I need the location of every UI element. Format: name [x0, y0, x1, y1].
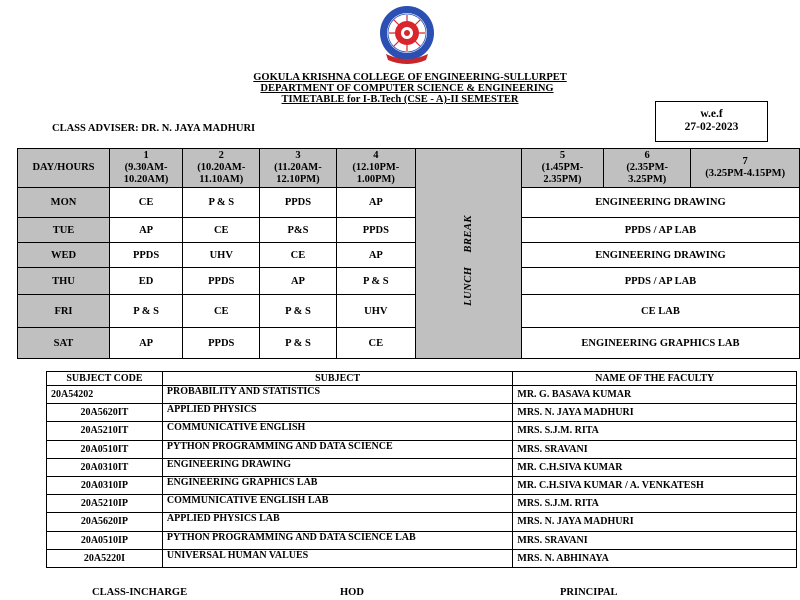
subjects-table	[46, 371, 797, 568]
period-header: 3 (11.20AM- 12.10PM)	[260, 149, 336, 188]
subject-row	[47, 386, 797, 404]
subject-row	[47, 476, 797, 494]
lunch-label: LUNCH	[462, 266, 474, 306]
timetable-header-row	[18, 149, 800, 188]
subject-subject-cell: COMMUNICATIVE ENGLISH LAB	[162, 495, 513, 513]
class-cell: PPDS	[109, 243, 182, 268]
subject-code-header: SUBJECT CODE	[47, 372, 163, 386]
day-hours-header: DAY/HOURS	[18, 149, 110, 188]
timetable-row	[18, 218, 800, 243]
subject-code-cell: 20A0510IP	[47, 531, 163, 549]
subject-subject-cell: ENGINEERING DRAWING	[162, 458, 513, 476]
period-header: 5 (1.45PM- 2.35PM)	[521, 149, 603, 188]
class-cell: AP	[109, 328, 182, 359]
period-header: 4 (12.10PM- 1.00PM)	[336, 149, 416, 188]
class-cell: ED	[109, 268, 182, 295]
class-cell: P & S	[109, 295, 182, 328]
day-cell: WED	[18, 243, 110, 268]
period-header: 2 (10.20AM- 11.10AM)	[183, 149, 260, 188]
subject-code-cell: 20A0310IT	[47, 458, 163, 476]
subject-row	[47, 531, 797, 549]
subject-faculty-cell: MRS. S.J.M. RITA	[513, 495, 797, 513]
subjects-header-row	[47, 372, 797, 386]
hod-signature: HOD	[340, 587, 364, 598]
faculty-header: NAME OF THE FACULTY	[513, 372, 797, 386]
principal-signature: PRINCIPAL	[560, 587, 618, 598]
class-cell: AP	[260, 268, 336, 295]
timetable-row	[18, 188, 800, 218]
timetable-row	[18, 295, 800, 328]
class-cell: CE	[336, 328, 416, 359]
subject-code-cell: 20A5620IT	[47, 404, 163, 422]
subject-row	[47, 513, 797, 531]
timetable-title: TIMETABLE for I-B.Tech (CSE - A)-II SEMESTER	[281, 94, 519, 105]
department-name: DEPARTMENT OF COMPUTER SCIENCE & ENGINEERING	[260, 83, 554, 94]
subject-row	[47, 440, 797, 458]
subject-row	[47, 549, 797, 567]
subject-faculty-cell: MRS. S.J.M. RITA	[513, 422, 797, 440]
subject-subject-cell: APPLIED PHYSICS LAB	[162, 513, 513, 531]
afternoon-cell: PPDS / AP LAB	[521, 218, 799, 243]
subject-code-cell: 20A5220I	[47, 549, 163, 567]
subject-faculty-cell: MRS. N. JAYA MADHURI	[513, 513, 797, 531]
college-seal-logo	[376, 4, 438, 66]
break-label: BREAK	[462, 215, 474, 253]
subject-faculty-cell: MRS. N. ABHINAYA	[513, 549, 797, 567]
timetable-row	[18, 243, 800, 268]
subject-subject-cell: COMMUNICATIVE ENGLISH	[162, 422, 513, 440]
wef-box	[655, 101, 768, 142]
class-cell: AP	[336, 243, 416, 268]
day-cell: SAT	[18, 328, 110, 359]
class-cell: CE	[260, 243, 336, 268]
subject-faculty-cell: MR. G. BASAVA KUMAR	[513, 386, 797, 404]
timetable-row	[18, 268, 800, 295]
subject-faculty-cell: MRS. N. JAYA MADHURI	[513, 404, 797, 422]
class-cell: UHV	[183, 243, 260, 268]
class-cell: AP	[336, 188, 416, 218]
college-name: GOKULA KRISHNA COLLEGE OF ENGINEERING-SULLURPET	[253, 72, 567, 83]
period-header: 6 (2.35PM- 3.25PM)	[604, 149, 691, 188]
class-cell: PPDS	[260, 188, 336, 218]
afternoon-cell: CE LAB	[521, 295, 799, 328]
afternoon-cell: ENGINEERING DRAWING	[521, 243, 799, 268]
class-cell: P & S	[183, 188, 260, 218]
class-cell: CE	[109, 188, 182, 218]
subject-faculty-cell: MR. C.H.SIVA KUMAR / A. VENKATESH	[513, 476, 797, 494]
subject-faculty-cell: MR. C.H.SIVA KUMAR	[513, 458, 797, 476]
timetable-row	[18, 328, 800, 359]
day-cell: FRI	[18, 295, 110, 328]
afternoon-cell: ENGINEERING GRAPHICS LAB	[521, 328, 799, 359]
subject-faculty-cell: MRS. SRAVANI	[513, 531, 797, 549]
wef-label: w.e.f	[700, 108, 723, 120]
subject-row	[47, 495, 797, 513]
subject-code-cell: 20A5620IP	[47, 513, 163, 531]
class-cell: P&S	[260, 218, 336, 243]
subject-code-cell: 20A0310IP	[47, 476, 163, 494]
subject-row	[47, 458, 797, 476]
subject-subject-cell: ENGINEERING GRAPHICS LAB	[162, 476, 513, 494]
class-cell: AP	[109, 218, 182, 243]
subject-subject-cell: APPLIED PHYSICS	[162, 404, 513, 422]
subject-subject-cell: PYTHON PROGRAMMING AND DATA SCIENCE	[162, 440, 513, 458]
subject-code-cell: 20A54202	[47, 386, 163, 404]
subject-faculty-cell: MRS. SRAVANI	[513, 440, 797, 458]
period-header: 7 (3.25PM-4.15PM)	[691, 149, 800, 188]
subject-row	[47, 422, 797, 440]
subject-row	[47, 404, 797, 422]
class-cell: PPDS	[183, 328, 260, 359]
class-cell: CE	[183, 295, 260, 328]
wef-date: 27-02-2023	[684, 121, 739, 133]
day-cell: TUE	[18, 218, 110, 243]
subject-code-cell: 20A5210IP	[47, 495, 163, 513]
afternoon-cell: PPDS / AP LAB	[521, 268, 799, 295]
class-cell: PPDS	[336, 218, 416, 243]
subject-header: SUBJECT	[162, 372, 513, 386]
subject-subject-cell: PYTHON PROGRAMMING AND DATA SCIENCE LAB	[162, 531, 513, 549]
class-cell: UHV	[336, 295, 416, 328]
class-cell: P & S	[260, 328, 336, 359]
subject-code-cell: 20A0510IT	[47, 440, 163, 458]
class-cell: P & S	[260, 295, 336, 328]
subject-code-cell: 20A5210IT	[47, 422, 163, 440]
class-cell: PPDS	[183, 268, 260, 295]
lunch-break-column	[416, 149, 522, 359]
class-cell: CE	[183, 218, 260, 243]
class-incharge-signature: CLASS-INCHARGE	[92, 587, 188, 598]
day-cell: MON	[18, 188, 110, 218]
period-header: 1 (9.30AM- 10.20AM)	[109, 149, 182, 188]
subject-subject-cell: PROBABILITY AND STATISTICS	[162, 386, 513, 404]
afternoon-cell: ENGINEERING DRAWING	[521, 188, 799, 218]
class-cell: P & S	[336, 268, 416, 295]
class-adviser: CLASS ADVISER: DR. N. JAYA MADHURI	[52, 123, 256, 134]
subject-subject-cell: UNIVERSAL HUMAN VALUES	[162, 549, 513, 567]
day-cell: THU	[18, 268, 110, 295]
timetable	[17, 148, 800, 359]
